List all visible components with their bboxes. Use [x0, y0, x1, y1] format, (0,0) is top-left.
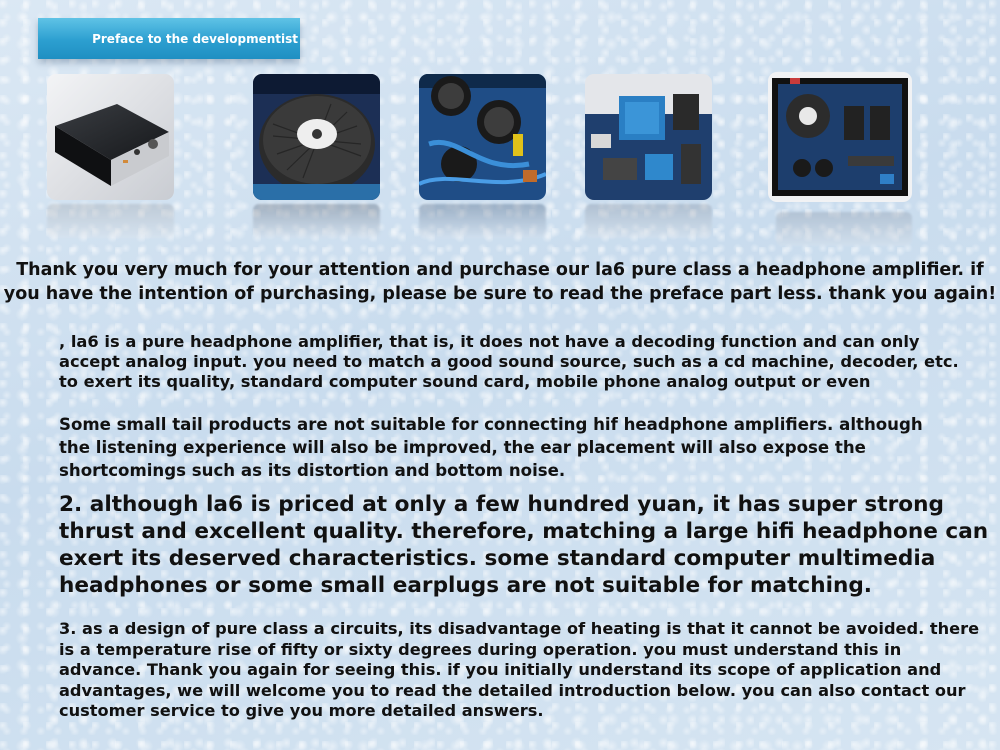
preface-header-tab — [38, 18, 300, 59]
paragraph-3: 2. although la6 is priced at only a few hundred yuan, it has super strong thrust and excellent quality. therefore, matching a large hifi headphone can exert its deserved characteristics. some standard computer multimedia headphones or some small earplugs are not suitable for matching. — [59, 492, 989, 598]
amplifier-unit-photo — [47, 74, 174, 200]
open-chassis-reflection — [776, 212, 912, 246]
preface-header-title: Preface to the developmentist — [92, 31, 298, 46]
capacitors-reflection — [419, 204, 546, 238]
capacitors-photo — [419, 74, 546, 200]
toroidal-transformer-photo — [253, 74, 380, 200]
paragraph-1: , la6 is a pure headphone amplifier, that is, it does not have a decoding function and can only accept analog input. you need to match a good sound source, such as a cd machine, decoder, etc. to exert its quality, standard computer sound card, mobile phone analog output or even — [59, 332, 959, 391]
intro-text: Thank you very much for your attention and purchase our la6 pure class a headphone amplifier. if you have the intention of purchasing, please be sure to read the preface part less. thank you again! — [3, 260, 997, 304]
paragraph-4: 3. as a design of pure class a circuits, its disadvantage of heating is that it cannot be avoided. there is a temperature rise of fifty or sixty degrees during operation. you must understand this in advance. Thank you again for seeing this. if you initially understand its scope of application and advantages, we will welcome you to read the detailed introduction below. you can also contact our customer service to give you more detailed answers. — [59, 619, 980, 720]
toroidal-transformer-reflection — [253, 204, 380, 238]
paragraph-2: Some small tail products are not suitable for connecting hif headphone amplifiers. although the listening experience will also be improved, the ear placement will also expose the shortcomings such as its distortion and bottom noise. — [59, 415, 923, 480]
open-chassis-photo — [768, 72, 912, 202]
relay-board-reflection — [585, 204, 712, 238]
relay-board-photo — [585, 74, 712, 200]
amplifier-unit-reflection — [47, 204, 174, 238]
